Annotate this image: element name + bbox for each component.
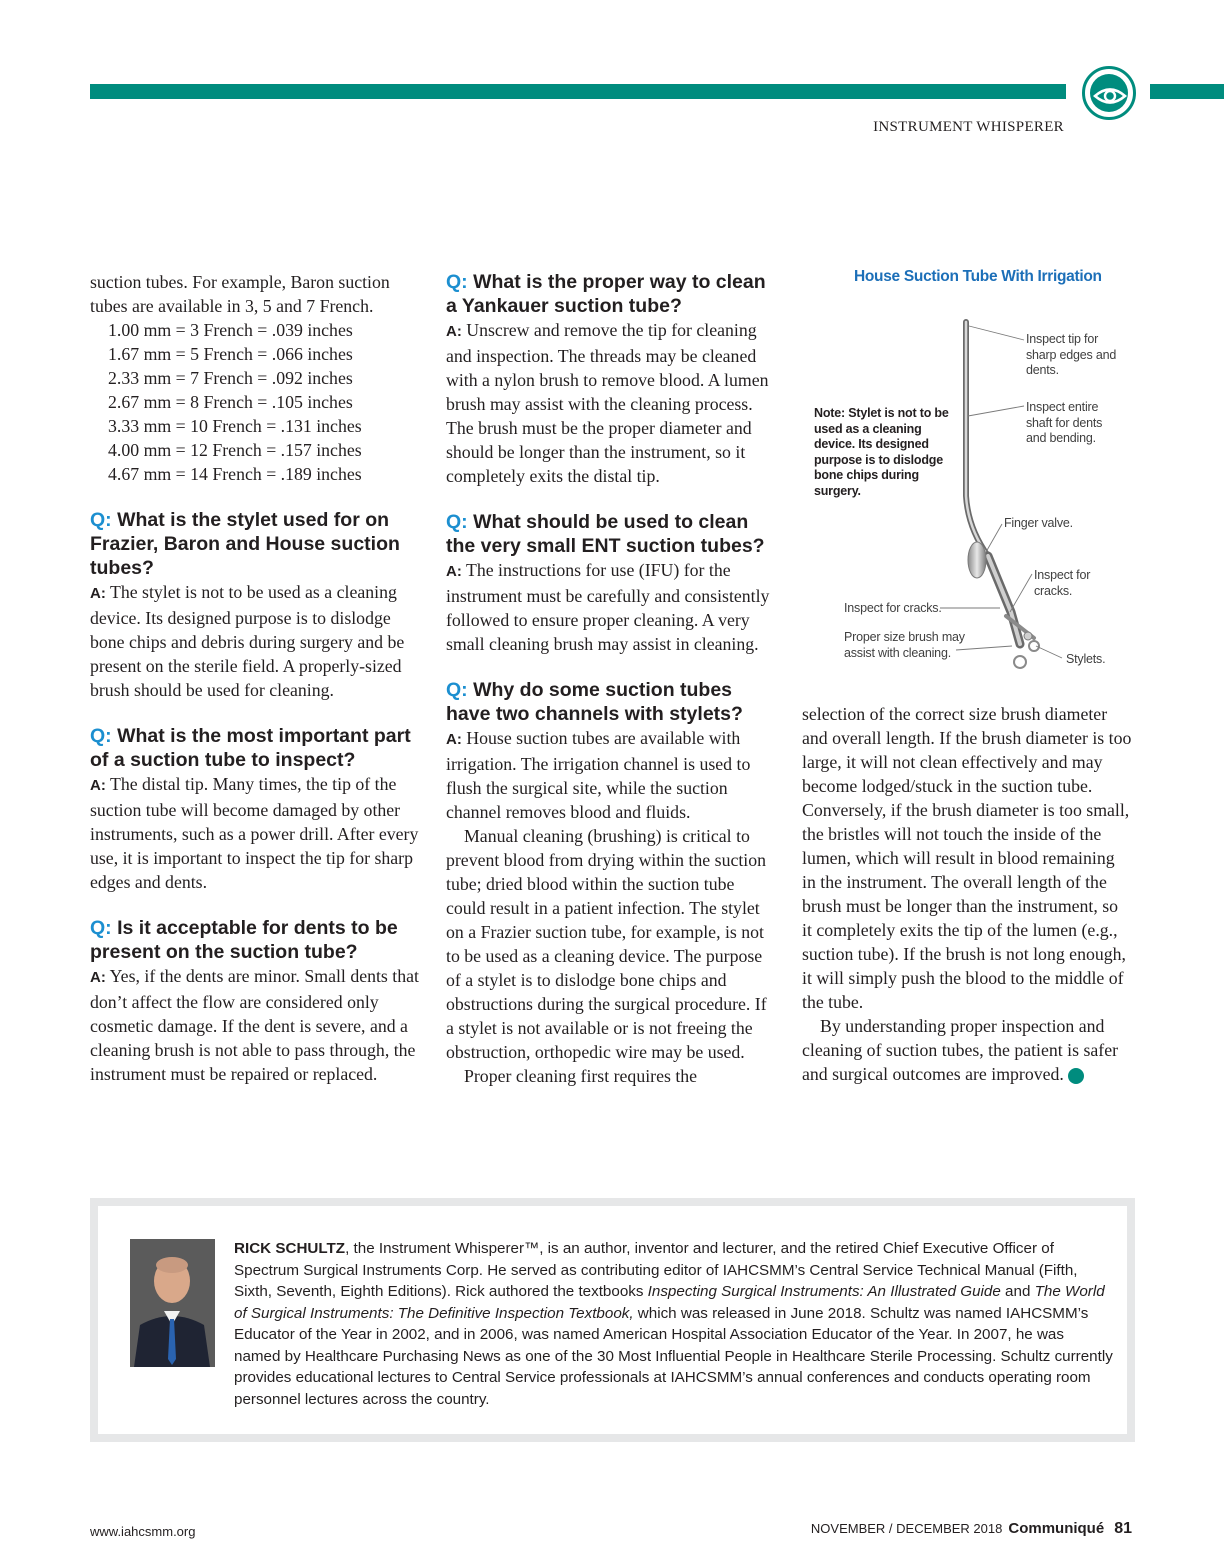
intro-paragraph: suction tubes. For example, Baron suction tubes are available in 3, 5 and 7 French. [90,272,390,316]
answer-paragraph: A: House suction tubes are available with irrigation. The irrigation channel is used to flush the surgical site, while the suction channel removes blood and fluids. [446,728,751,822]
answer-paragraph: A: Yes, if the dents are minor. Small dents that don’t affect the flow are considered only cosmetic damage. If the dent is severe, and a cleaning brush is not able to pass through, the instrument must be repaired or replaced. [90,966,419,1084]
answer-paragraph: A: The stylet is not to be used as a cleaning device. Its designed purpose is to dislodge bone chips and debris during surgery and be present on the sterile field. A properly-sized brush should be used for cleaning. [90,582,405,700]
conversion-row: 4.00 mm = 12 French = .157 inches [108,440,362,460]
conversion-row: 4.67 mm = 14 French = .189 inches [108,464,362,484]
article-column-1 [90,270,422,1086]
article-column-2 [446,270,778,1088]
page-number: 81 [1114,1520,1132,1537]
closing-paragraph: By understanding proper inspection and cleaning of suction tubes, the patient is safer and surgical outcomes are improved. C [802,1016,1119,1084]
question-heading: Q: What is the stylet used for on Frazier, Baron and House suction tubes? [90,509,400,579]
conversion-row: 2.33 mm = 7 French = .092 inches [108,368,353,388]
question-heading: Q: What is the proper way to clean a Yankauer suction tube? [446,271,766,317]
author-photo [130,1239,215,1367]
conversion-row: 2.67 mm = 8 French = .105 inches [108,392,353,412]
author-bio-box [90,1198,1135,1442]
footer-url: www.iahcsmm.org [90,1524,196,1539]
author-bio-text: RICK SCHULTZ, the Instrument Whisperer™, is an author, inventor and lecturer, and the retired Chief Executive Officer of Spectrum Surgical Instruments Corp. He served as contributing editor of IAHCSMM’s Central Service Technical Manual (Fifth, Sixth, Seventh, Eighth Editions). Rick authored the textbooks Inspecting Surgical Instruments: An Illustrated Guide and The World of Surgical Instruments: The Definitive Inspection Textbook, which was released in June 2018. Schultz was named IAHCSMM’s Educator of the Year in 2002, and in 2006, was named American Hospital Association Educator of the Year. In 2007, he was named by Healthcare Purchasing News as one of the 30 Most Influential People in Healthcare Sterile Processing. Schultz currently provides educational lectures to Central Service professionals at IAHCSMM’s annual conferences and conducts operating room personnel lectures across the country. [234,1240,1113,1408]
conversion-row: 1.00 mm = 3 French = .039 inches [108,320,353,340]
conversion-list [90,318,422,486]
answer-paragraph: A: Unscrew and remove the tip for cleaning and inspection. The threads may be cleaned with a nylon brush to remove blood. A lumen brush may assist with the cleaning process. The brush must be the proper diameter and should be longer than the instrument, so it completely exits the distal tip. [446,320,769,486]
figure-note: Note: Stylet is not to be used as a cleaning device. Its designed purpose is to dislodge bone chips during surgery. [814,406,949,498]
question-heading: Q: What is the most important part of a suction tube to inspect? [90,725,411,771]
eye-icon [1082,66,1136,120]
callout-shaft: Inspect entire shaft for dents and bending. [1026,400,1103,445]
callout-brush: Proper size brush may assist with cleaning. [844,630,965,660]
question-heading: Q: What should be used to clean the very small ENT suction tubes? [446,511,765,557]
header-accent-bar [90,84,1066,99]
answer-paragraph: A: The distal tip. Many times, the tip of the suction tube will become damaged by other instruments, such as a power drill. After every use, it is important to inspect the tip for sharp edges and dents. [90,774,419,892]
figure-title: House Suction Tube With Irrigation [854,268,1102,285]
callout-cracks-left: Inspect for cracks. [844,601,942,615]
callout-tip: Inspect tip for sharp edges and dents. [1026,332,1117,377]
question-heading: Q: Is it acceptable for dents to be present on the suction tube? [90,917,398,963]
footer-issue: NOVEMBER / DECEMBER 2018 Communiqué 81 [810,1520,1132,1537]
end-mark-icon: C [1068,1068,1084,1084]
callout-finger-valve: Finger valve. [1004,516,1073,530]
section-label: INSTRUMENT WHISPERER [873,119,1064,135]
body-paragraph: selection of the correct size brush diameter and overall length. If the brush diameter is too large, it will not clean effectively and may become lodged/stuck in the suction tube. Conversely, if the brush diameter is too small, the bristles will not touch the inside of the lumen, which will result in blood remaining in the instrument. The overall length of the brush must be longer than the instrument, so it completely exits the tip of the lumen (e.g., suction tube). If the brush is not long enough, it will simply push the blood to the middle of the tube. [802,704,1132,1012]
answer-paragraph: A: The instructions for use (IFU) for the instrument must be carefully and consistently followed to ensure proper cleaning. A very small cleaning brush may assist in cleaning. [446,560,770,654]
conversion-row: 1.67 mm = 5 French = .066 inches [108,344,353,364]
header-accent-bar-right [1150,84,1224,99]
article-column-3 [802,702,1132,1086]
body-paragraph: Manual cleaning (brushing) is critical to prevent blood from drying within the suction tube; dried blood within the suction tube could result in a patient infection. The stylet on a Frazier suction tube, for example, is not to be used as a cleaning device. The purpose of a stylet is to dislodge bone chips and obstructions during the surgical procedure. If a stylet is not available or is not freeing the obstruction, orthopedic wire may be used. [446,826,767,1062]
body-paragraph: Proper cleaning first requires the [464,1066,698,1086]
callout-stylets: Stylets. [1066,652,1106,666]
callout-cracks-right: Inspect for cracks. [1034,568,1091,598]
suction-tube-figure [806,266,1122,686]
conversion-row: 3.33 mm = 10 French = .131 inches [108,416,362,436]
question-heading: Q: Why do some suction tubes have two channels with stylets? [446,679,743,725]
